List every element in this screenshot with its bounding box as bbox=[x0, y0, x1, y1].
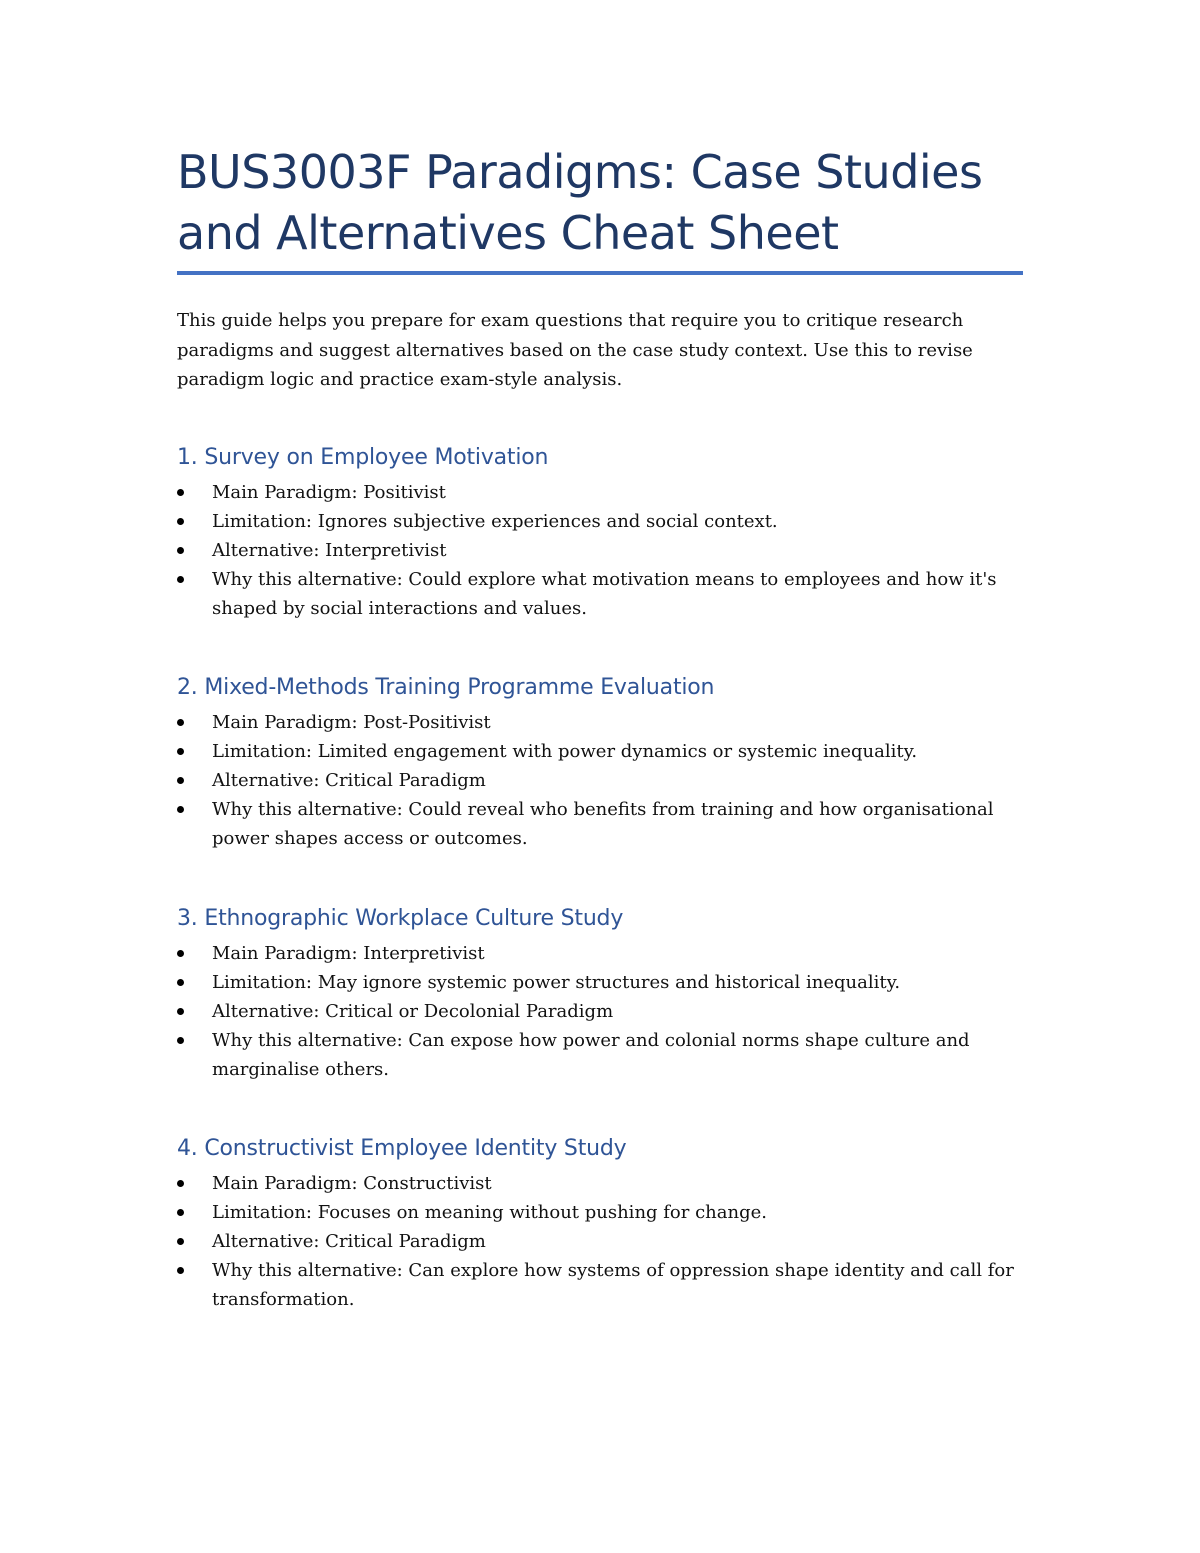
section-heading: 4. Constructivist Employee Identity Study bbox=[177, 1136, 627, 1161]
bullet-list bbox=[177, 708, 1027, 853]
list-item-text: Alternative: Critical Paradigm bbox=[212, 770, 486, 791]
bullet-list bbox=[177, 1169, 1027, 1314]
bullet-icon bbox=[177, 1180, 184, 1187]
list-item-text: Main Paradigm: Positivist bbox=[212, 482, 446, 503]
bullet-icon bbox=[177, 806, 184, 813]
list-item-text: Limitation: Ignores subjective experiences and social context. bbox=[212, 511, 778, 532]
list-item-text: Why this alternative: Can expose how power and colonial norms shape culture and marginalise others. bbox=[212, 1030, 970, 1080]
bullet-icon bbox=[177, 1037, 184, 1044]
list-item-text: Why this alternative: Could reveal who benefits from training and how organisational power shapes access or outcomes. bbox=[212, 799, 994, 849]
bullet-list bbox=[177, 478, 1027, 623]
bullet-icon bbox=[177, 719, 184, 726]
list-item-text: Limitation: Focuses on meaning without pushing for change. bbox=[212, 1202, 767, 1223]
list-item bbox=[177, 939, 1027, 968]
section-workplace-culture bbox=[177, 903, 1027, 1084]
list-item bbox=[177, 997, 1027, 1026]
bullet-icon bbox=[177, 547, 184, 554]
bullet-icon bbox=[177, 777, 184, 784]
section-employee-motivation bbox=[177, 442, 1027, 623]
bullet-icon bbox=[177, 1267, 184, 1274]
bullet-icon bbox=[177, 979, 184, 986]
list-item bbox=[177, 795, 1027, 853]
list-item bbox=[177, 1198, 1027, 1227]
list-item bbox=[177, 1026, 1027, 1084]
list-item bbox=[177, 766, 1027, 795]
section-heading: 1. Survey on Employee Motivation bbox=[177, 445, 549, 470]
list-item bbox=[177, 536, 1027, 565]
bullet-icon bbox=[177, 576, 184, 583]
list-item-text: Why this alternative: Could explore what motivation means to employees and how it's shaped by social interactions and values. bbox=[212, 569, 997, 619]
bullet-icon bbox=[177, 1209, 184, 1216]
list-item bbox=[177, 737, 1027, 766]
section-heading: 2. Mixed-Methods Training Programme Evaluation bbox=[177, 675, 715, 700]
list-item bbox=[177, 1227, 1027, 1256]
list-item-text: Why this alternative: Can explore how systems of oppression shape identity and call for transformation. bbox=[212, 1260, 1014, 1310]
bullet-list bbox=[177, 939, 1027, 1084]
section-training-evaluation bbox=[177, 672, 1027, 853]
list-item bbox=[177, 708, 1027, 737]
list-item-text: Alternative: Critical or Decolonial Paradigm bbox=[212, 1001, 614, 1022]
intro-paragraph: This guide helps you prepare for exam questions that require you to critique research paradigms and suggest alternatives based on the case study context. Use this to revise paradigm logic and practice exam-style analysis. bbox=[177, 310, 973, 390]
section-employee-identity bbox=[177, 1133, 1027, 1314]
bullet-icon bbox=[177, 1008, 184, 1015]
bullet-icon bbox=[177, 950, 184, 957]
list-item bbox=[177, 507, 1027, 536]
list-item-text: Alternative: Interpretivist bbox=[212, 540, 447, 561]
bullet-icon bbox=[177, 1238, 184, 1245]
bullet-icon bbox=[177, 748, 184, 755]
bullet-icon bbox=[177, 489, 184, 496]
list-item bbox=[177, 565, 1027, 623]
list-item-text: Main Paradigm: Interpretivist bbox=[212, 943, 485, 964]
bullet-icon bbox=[177, 518, 184, 525]
list-item-text: Main Paradigm: Constructivist bbox=[212, 1173, 492, 1194]
list-item-text: Limitation: May ignore systemic power structures and historical inequality. bbox=[212, 972, 901, 993]
list-item-text: Limitation: Limited engagement with power dynamics or systemic inequality. bbox=[212, 741, 918, 762]
list-item bbox=[177, 1169, 1027, 1198]
document-title: BUS3003F Paradigms: Case Studies and Alternatives Cheat Sheet bbox=[177, 145, 983, 260]
list-item bbox=[177, 478, 1027, 507]
list-item bbox=[177, 968, 1027, 997]
title-underline-rule bbox=[177, 271, 1023, 275]
list-item-text: Main Paradigm: Post-Positivist bbox=[212, 712, 491, 733]
section-heading: 3. Ethnographic Workplace Culture Study bbox=[177, 906, 624, 931]
list-item bbox=[177, 1256, 1027, 1314]
list-item-text: Alternative: Critical Paradigm bbox=[212, 1231, 486, 1252]
